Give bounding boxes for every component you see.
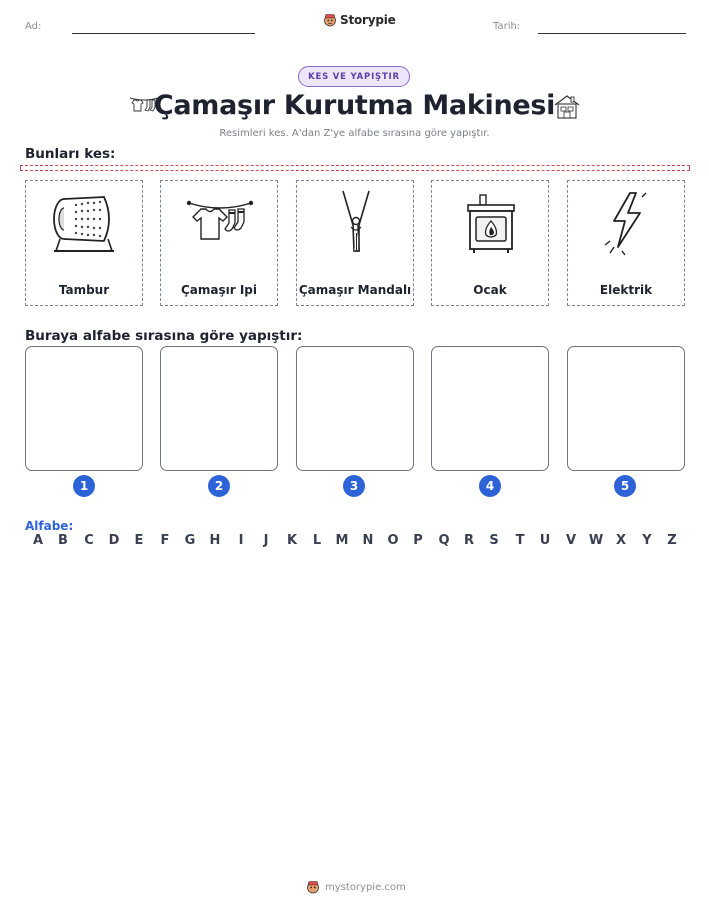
- alphabet-letter: X: [615, 533, 627, 548]
- alphabet-letter: G: [184, 533, 196, 548]
- cut-card-ocak[interactable]: [431, 180, 549, 306]
- name-label: Ad:: [25, 21, 42, 32]
- alphabet-letter: O: [387, 533, 399, 548]
- cut-line: [20, 165, 690, 171]
- alphabet-letter: Z: [667, 533, 677, 548]
- clothespin-icon: [321, 189, 391, 257]
- clothesline-icon: [185, 189, 255, 257]
- date-line[interactable]: [538, 33, 686, 34]
- alphabet-letter: Y: [642, 533, 652, 548]
- brand-logo: [323, 13, 396, 27]
- cut-card-camasir-mandali[interactable]: [296, 180, 414, 306]
- slot-number-1: 1: [73, 475, 95, 497]
- alphabet-label: Alfabe:: [25, 519, 74, 533]
- cut-card-camasir-ipi[interactable]: [160, 180, 278, 306]
- brand-name: Storypie: [340, 13, 396, 27]
- alphabet-letter: S: [489, 533, 499, 548]
- alphabet-letter: V: [565, 533, 577, 548]
- card-label: Ocak: [473, 283, 507, 297]
- alphabet-letter: A: [32, 533, 44, 548]
- alphabet-letter: D: [108, 533, 120, 548]
- card-label: Tambur: [58, 283, 110, 297]
- paste-heading: Buraya alfabe sırasına göre yapıştır:: [25, 328, 303, 344]
- paste-slot-5[interactable]: [567, 346, 685, 471]
- name-line[interactable]: [72, 33, 255, 34]
- house-icon: [552, 94, 582, 120]
- slot-number-3: 3: [343, 475, 365, 497]
- alphabet-letter: B: [58, 533, 68, 548]
- lightning-icon: [592, 189, 662, 257]
- page-title: Çamaşır Kurutma Makinesi: [153, 90, 556, 121]
- slot-number-5: 5: [614, 475, 636, 497]
- alphabet-letter: R: [463, 533, 474, 548]
- alphabet-letter: F: [160, 533, 170, 548]
- paste-slot-2[interactable]: [160, 346, 278, 471]
- card-label: Elektrik: [599, 283, 653, 297]
- alphabet-letter: J: [263, 533, 269, 548]
- paste-slot-4[interactable]: [431, 346, 549, 471]
- alphabet-letter: L: [312, 533, 322, 548]
- alphabet-letter: P: [413, 533, 423, 548]
- stove-icon: [456, 189, 526, 257]
- alphabet-letter: K: [286, 533, 298, 548]
- paste-slot-1[interactable]: [25, 346, 143, 471]
- alphabet-letter: N: [362, 533, 374, 548]
- footer: [306, 880, 406, 894]
- cut-card-tambur[interactable]: [25, 180, 143, 306]
- card-label: Çamaşır Mandalı: [298, 283, 412, 297]
- alphabet-letter: M: [335, 533, 349, 548]
- alphabet-letter: T: [515, 533, 525, 548]
- alphabet-letter: C: [84, 533, 94, 548]
- alphabet-letter: U: [539, 533, 551, 548]
- alphabet-letter: H: [209, 533, 221, 548]
- instructions: Resimleri kes. A'dan Z'ye alfabe sırasına göre yapıştır.: [219, 128, 490, 139]
- slot-number-4: 4: [479, 475, 501, 497]
- storypie-mascot-icon: [306, 880, 320, 894]
- cut-heading: Bunları kes:: [25, 146, 116, 162]
- drum-icon: [50, 189, 120, 257]
- slot-number-2: 2: [208, 475, 230, 497]
- cut-card-elektrik[interactable]: [567, 180, 685, 306]
- paste-slot-3[interactable]: [296, 346, 414, 471]
- alphabet-letter: E: [134, 533, 144, 548]
- activity-badge: KES VE YAPIŞTIR: [298, 66, 410, 87]
- footer-url[interactable]: mystorypie.com: [325, 881, 406, 893]
- alphabet-letter: W: [588, 533, 604, 548]
- storypie-mascot-icon: [323, 13, 337, 27]
- card-label: Çamaşır Ipi: [180, 283, 258, 297]
- alphabet-letter: Q: [438, 533, 450, 548]
- alphabet-letter: I: [238, 533, 244, 548]
- date-label: Tarih:: [493, 21, 521, 32]
